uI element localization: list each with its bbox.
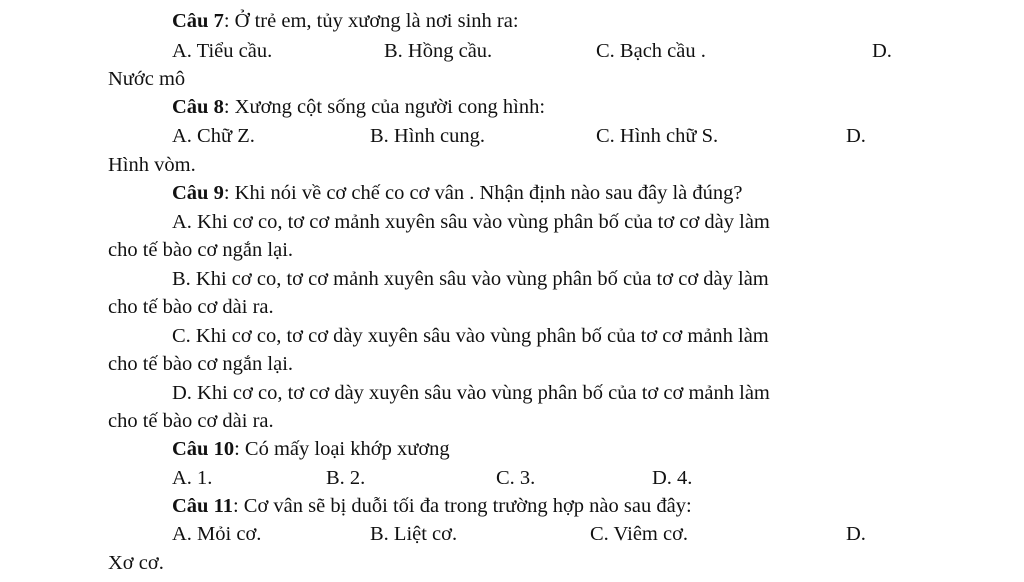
q9-option-a: A. Khi cơ co, tơ cơ mảnh xuyên sâu vào vùng phân bố của tơ cơ dày làm [172,211,770,233]
question-9-label: Câu 9 [172,182,224,204]
question-8 [172,97,545,118]
q8-option-a: A. Chữ Z. [172,125,255,147]
question-11-text: : Cơ vân sẽ bị duỗi tối đa trong trường hợp nào sau đây: [232,495,692,517]
q10-option-a: A. 1. [172,467,213,489]
q9-option-d: D. Khi cơ co, tơ cơ dày xuyên sâu vào vùng phân bố của tơ cơ mảnh làm [172,382,770,404]
q10-option-c: C. 3. [496,467,536,489]
q11-option-d-wrap: Xơ cơ. [108,552,164,574]
q9-option-b: B. Khi cơ co, tơ cơ mảnh xuyên sâu vào vùng phân bố của tơ cơ dày làm [172,268,769,290]
question-9-text: : Khi nói về cơ chế co cơ vân . Nhận định nào sau đây là đúng? [223,182,743,204]
q10-option-d: D. 4. [652,467,693,489]
q8-option-d: D. [846,125,866,147]
question-11-label: Câu 11 [172,495,233,517]
q7-option-c: C. Bạch cầu . [596,40,706,62]
q8-option-d-wrap: Hình vòm. [108,154,196,176]
q7-option-a: A. Tiểu cầu. [172,40,273,62]
q7-option-d: D. [872,40,892,62]
q7-option-b: B. Hồng cầu. [384,40,493,62]
q10-option-b: B. 2. [326,467,366,489]
question-10 [172,439,450,460]
question-8-label: Câu 8 [172,96,224,118]
question-7 [172,11,519,32]
question-10-text: : Có mấy loại khớp xương [234,438,450,460]
q11-option-a: A. Mỏi cơ. [172,523,262,545]
question-8-text: : Xương cột sống của người cong hình: [223,96,546,118]
q9-option-b-wrap: cho tế bào cơ dài ra. [108,296,274,318]
question-9 [172,183,743,204]
q8-option-b: B. Hình cung. [370,125,486,147]
q9-option-d-wrap: cho tế bào cơ dài ra. [108,410,274,432]
q9-option-c-wrap: cho tế bào cơ ngắn lại. [108,353,294,375]
q11-option-b: B. Liệt cơ. [370,523,458,545]
question-7-label: Câu 7 [172,10,224,32]
q9-option-a-wrap: cho tế bào cơ ngắn lại. [108,239,294,261]
question-11 [172,496,692,517]
q11-option-d: D. [846,523,866,545]
q9-option-c: C. Khi cơ co, tơ cơ dày xuyên sâu vào vùng phân bố của tơ cơ mảnh làm [172,325,769,347]
question-10-label: Câu 10 [172,438,235,460]
q11-option-c: C. Viêm cơ. [590,523,689,545]
q7-option-d-wrap: Nước mô [108,68,186,90]
q8-option-c: C. Hình chữ S. [596,125,719,147]
question-7-text: : Ở trẻ em, tủy xương là nơi sinh ra: [223,10,519,32]
